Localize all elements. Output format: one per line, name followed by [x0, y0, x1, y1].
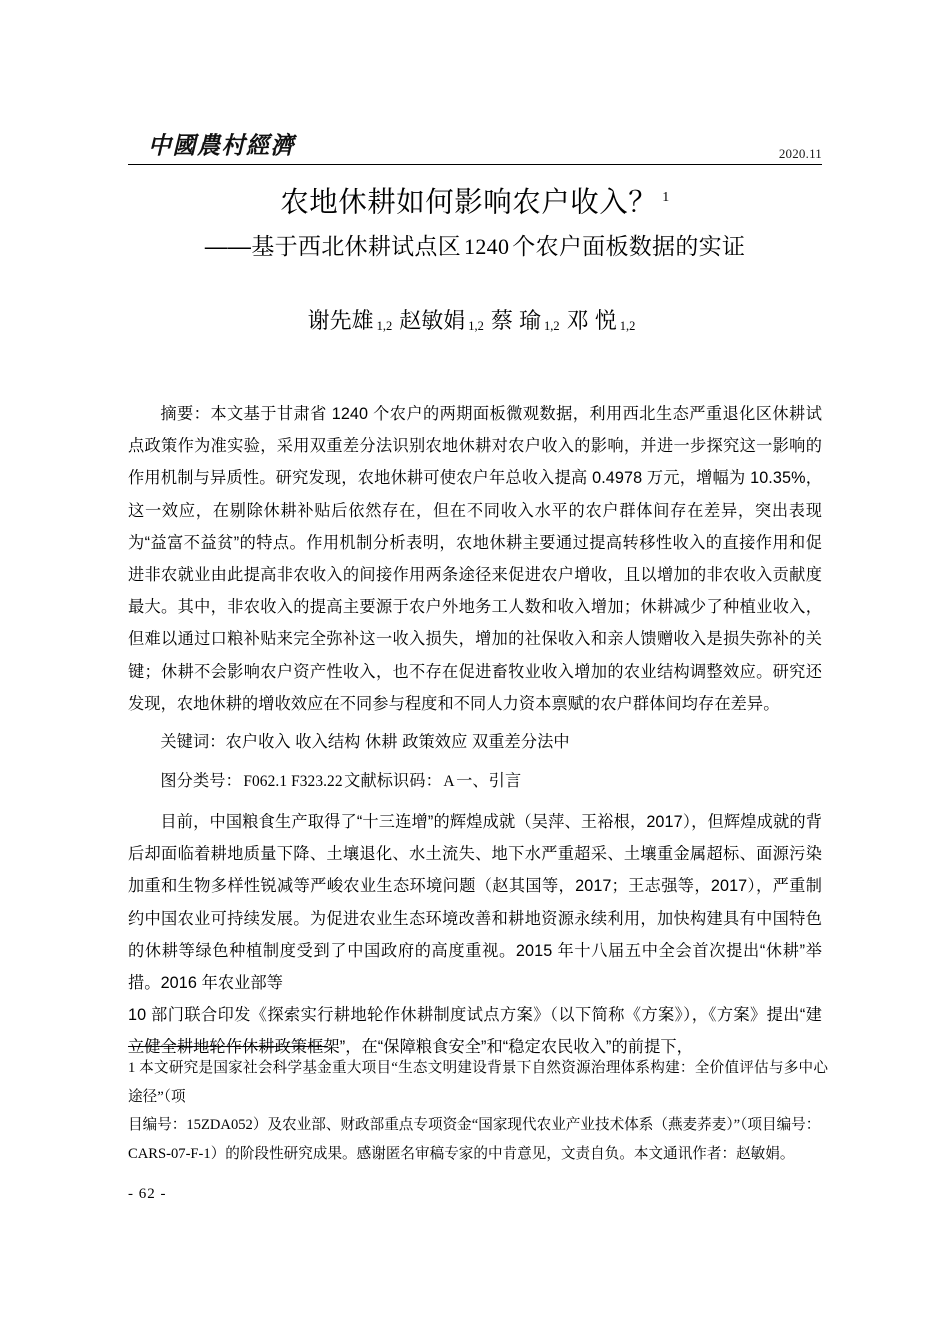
author-affiliation: 1,2 — [544, 319, 560, 333]
author-name: 邓 悦 — [566, 308, 617, 333]
abstract-label: 摘要： — [160, 405, 211, 423]
page-number: - 62 - — [128, 1186, 167, 1202]
document-code: A — [443, 773, 455, 790]
body-paragraph: 10 部门联合印发《探索实行耕地轮作休耕制度试点方案》（以下简称《方案》），《方案》提出“建立健全耕地轮作休耕政策框架”，在“保障粮食安全”和“稳定农民收入”的前提下， — [128, 1006, 822, 1057]
page-subtitle — [128, 230, 822, 263]
classification-paragraph — [128, 765, 822, 798]
author-list — [128, 305, 822, 340]
author-name: 赵敏娟 — [399, 308, 466, 333]
body-paragraph: 目前，中国粮食生产取得了“十三连增”的辉煌成就（吴萍、王裕根，2017），但辉煌成就的背后却面临着耕地质量下降、土壤退化、水土流失、地下水严重超采、土壤重金属超标、面源污染加重和生物多样性锐减等严峻农业生态环境问题（赵其国等，2017；王志强等，2017），严重制约中国农业可持续发展。为促进农业生态环境改善和耕地资源永续利用，加快构建具有中国特色的休耕等绿色种植制度受到了中国政府的高度重视。2015 年十八届五中全会首次提出“休耕”举措。2016 年农业部等 — [128, 813, 822, 993]
author-name: 谢先雄 — [307, 308, 374, 333]
keywords-text: 农户收入 收入结构 休耕 政策效应 双重差分法中 — [225, 733, 570, 751]
title-footnote-marker: 1 — [662, 190, 670, 205]
author-affiliation: 1,2 — [619, 319, 636, 333]
footnote-divider — [128, 1046, 328, 1047]
title-text: 农地休耕如何影响农户收入？ — [280, 186, 658, 219]
subtitle-prefix: ——基于西北休耕试点区 — [204, 232, 462, 259]
footnote-line: 1 本文研究是国家社会科学基金重大项目“生态文明建设背景下自然资源治理体系构建：全价值评估与多中心途径”（项 — [128, 1060, 828, 1105]
classification-codes: F062.1 F323.22 — [243, 773, 343, 790]
page-title — [128, 178, 822, 223]
classification-label: 图分类号： — [160, 772, 242, 790]
footnote-section — [128, 1054, 828, 1168]
footnote-line: 目编号：15ZDA052）及农业部、财政部重点专项资金“国家现代农业产业技术体系（燕麦荞麦）”（项目编号： — [128, 1117, 821, 1133]
section-heading: 一、引言 — [456, 772, 522, 790]
author-affiliation: 1,2 — [376, 319, 393, 333]
classification-section — [128, 765, 822, 798]
header-divider — [128, 164, 822, 165]
author-affiliation: 1,2 — [468, 319, 484, 333]
abstract-paragraph — [128, 398, 822, 720]
document-code-label: 文献标识码： — [344, 772, 442, 790]
keywords-section — [128, 726, 822, 758]
keywords-label: 关键词： — [160, 733, 226, 751]
subtitle-sample-size: 1240 — [464, 233, 510, 259]
running-header — [128, 126, 822, 164]
footnote-line: CARS-07-F-1）的阶段性研究成果。感谢匿名审稿专家的中肯意见，文责自负。本文通讯作者：赵敏娟。 — [128, 1145, 795, 1162]
abstract-section — [128, 398, 822, 720]
abstract-text: 本文基于甘肃省 1240 个农户的两期面板微观数据，利用西北生态严重退化区休耕试点政策作为准实验，采用双重差分法识别农地休耕对农户收入的影响，并进一步探究这一影响的作用机制与异质性。研究发现，农地休耕可使农户年总收入提高 0.4978 万元，增幅为 10.35%，这一效应，在剔除休耕补贴后依然存在，但在不同收入水平的农户群体间存在差异，突出表现为“益富不益贫”的特点。作用机制分析表明，农地休耕主要通过提高转移性收入的直接作用和促进非农就业由此提高非农收入的间接作用两条途径来促进农户增收，且以增加的非农收入贡献度最大。其中，非农收入的提高主要源于农户外地务工人数和收入增加；休耕减少了种植业收入，但难以通过口粮补贴来完全弥补这一收入损失，增加的社保收入和亲人馈赠收入是损失弥补的关键；休耕不会影响农户资产性收入，也不存在促进畜牧业收入增加的农业结构调整效应。研究还发现，农地休耕的增收效应在不同参与程度和不同人力资本禀赋的农户群体间均存在差异。 — [128, 405, 822, 713]
author-name: 蔡 瑜 — [490, 308, 542, 333]
issue-date: 2020.11 — [778, 146, 822, 161]
journal-masthead: 中國農村經濟 — [148, 132, 295, 159]
keywords-paragraph — [128, 726, 822, 758]
title-block — [128, 178, 822, 263]
subtitle-suffix: 个农户面板数据的实证 — [512, 232, 746, 259]
body-section — [128, 806, 822, 1064]
